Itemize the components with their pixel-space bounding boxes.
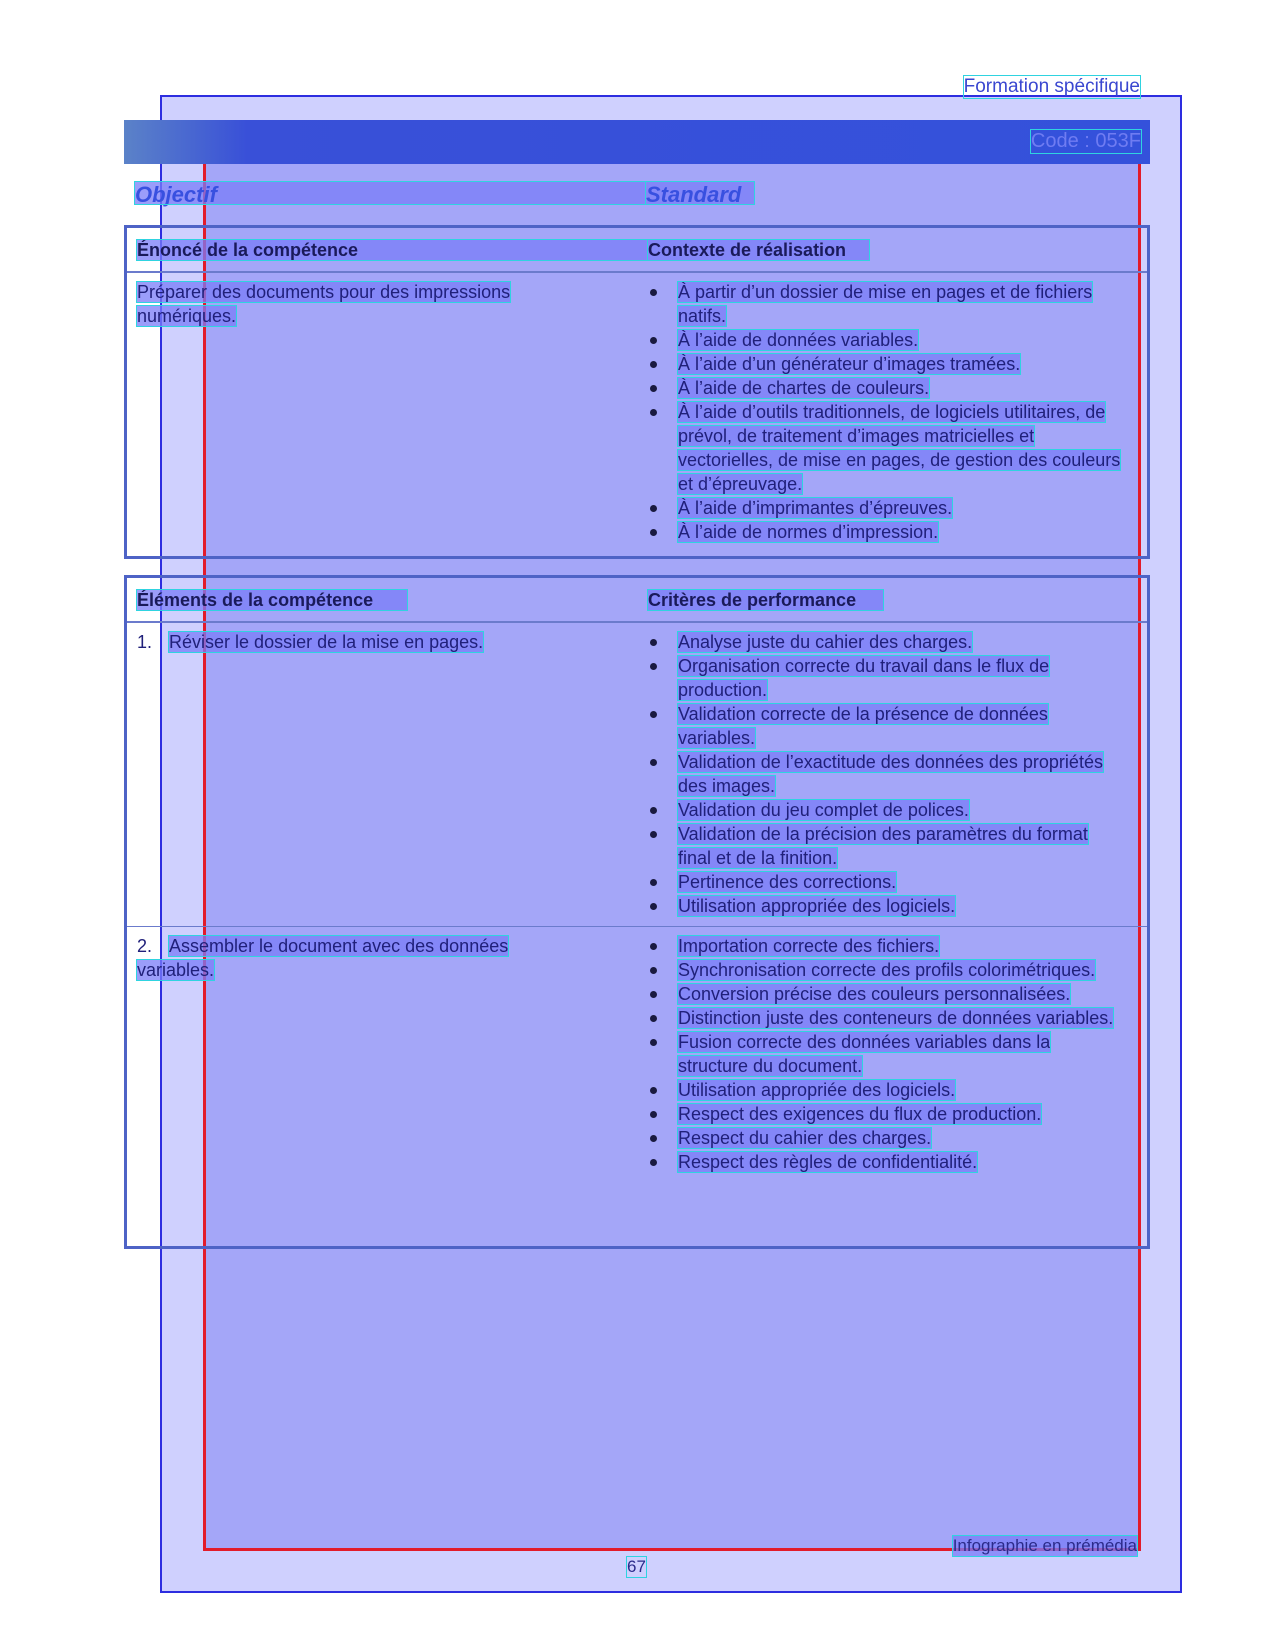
element-2 xyxy=(137,934,557,982)
element-1 xyxy=(137,630,647,654)
criteres-header: Critères de performance xyxy=(648,590,883,610)
element-number: 1. xyxy=(137,632,153,652)
table2-header-divider xyxy=(127,621,1147,623)
criterion-item: Respect des règles de confidentialité. xyxy=(648,1150,1118,1174)
criterion-item: Pertinence des corrections. xyxy=(648,870,1113,894)
criterion-item: Conversion précise des couleurs personnalisées. xyxy=(648,982,1118,1006)
page-number: 67 xyxy=(627,1557,646,1576)
criterion-item: Analyse juste du cahier des charges. xyxy=(648,630,1113,654)
criterion-item: Fusion correcte des données variables dans la structure du document. xyxy=(648,1030,1118,1078)
contexte-item: À l’aide de chartes de couleurs. xyxy=(648,376,1123,400)
contexte-item: À l’aide d’un générateur d’images tramées. xyxy=(648,352,1123,376)
standard-title: Standard xyxy=(646,182,754,204)
table1-divider xyxy=(127,271,1147,273)
criterion-item: Validation de l’exactitude des données des propriétés des images. xyxy=(648,750,1113,798)
competency-code: Code : 053F xyxy=(1030,130,1141,152)
criterion-item: Validation correcte de la présence de données variables. xyxy=(648,702,1113,750)
element-number: 2. xyxy=(137,936,153,956)
criterion-item: Validation de la précision des paramètres du format final et de la finition. xyxy=(648,822,1113,870)
criteria-list-2 xyxy=(648,934,1118,1174)
criterion-item: Importation correcte des fichiers. xyxy=(648,934,1118,958)
contexte-list xyxy=(648,280,1123,544)
criteria-list-1 xyxy=(648,630,1113,918)
criterion-item: Synchronisation correcte des profils colorimétriques. xyxy=(648,958,1118,982)
criterion-item: Respect des exigences du flux de production. xyxy=(648,1102,1118,1126)
header-band xyxy=(124,120,1150,164)
formation-label: Formation spécifique xyxy=(963,76,1140,97)
competence-table xyxy=(124,225,1150,559)
objectif-title: Objectif xyxy=(135,182,645,204)
contexte-item: À l’aide d’outils traditionnels, de logiciels utilitaires, de prévol, de traitement d’images matricielles et vectorielles, de mise en pages, de gestion des couleurs et d’épreuvage. xyxy=(648,400,1123,496)
elements-header: Éléments de la compétence xyxy=(137,590,407,610)
criteria-table xyxy=(124,575,1150,1249)
contexte-item: À partir d’un dossier de mise en pages et de fichiers natifs. xyxy=(648,280,1123,328)
contexte-item: À l’aide d’imprimantes d’épreuves. xyxy=(648,496,1123,520)
element-label: Assembler le document avec des données variables. xyxy=(137,936,509,980)
program-footer: Infographie en prémédia xyxy=(952,1536,1137,1555)
contexte-item: À l’aide de normes d’impression. xyxy=(648,520,1123,544)
criterion-item: Utilisation appropriée des logiciels. xyxy=(648,894,1113,918)
enonce-text: Préparer des documents pour des impressions numériques. xyxy=(137,282,511,326)
criterion-item: Utilisation appropriée des logiciels. xyxy=(648,1078,1118,1102)
contexte-item: À l’aide de données variables. xyxy=(648,328,1123,352)
contexte-header: Contexte de réalisation xyxy=(648,240,869,260)
criterion-item: Validation du jeu complet de polices. xyxy=(648,798,1113,822)
criterion-item: Organisation correcte du travail dans le flux de production. xyxy=(648,654,1113,702)
criterion-item: Distinction juste des conteneurs de données variables. xyxy=(648,1006,1118,1030)
table2-row-divider xyxy=(127,926,1147,927)
criterion-item: Respect du cahier des charges. xyxy=(648,1126,1118,1150)
element-label: Réviser le dossier de la mise en pages. xyxy=(169,632,484,652)
enonce-header: Énoncé de la compétence xyxy=(137,240,647,260)
